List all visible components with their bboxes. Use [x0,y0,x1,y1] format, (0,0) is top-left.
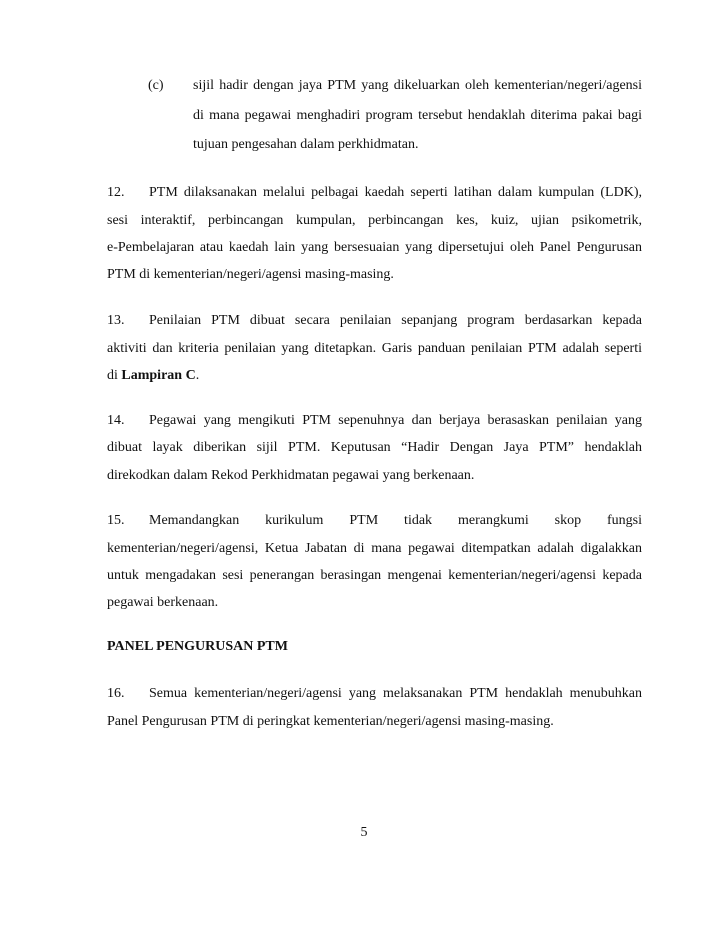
para-13-line-2: aktiviti dan kriteria penilaian yang ditetapkan. Garis panduan penilaian PTM adalah seperti [107,341,642,356]
para-12-number: 12. [107,185,125,200]
para-13-line-3-prefix: di [107,368,122,383]
item-c-label: (c) [148,78,164,93]
para-15-line-1: Memandangkan kurikulum PTM tidak merangkumi skop fungsi [149,513,642,528]
page-number: 5 [360,825,368,840]
lampiran-c-reference: Lampiran C [121,368,196,383]
item-c-line-2: di mana pegawai menghadiri program tersebut hendaklah diterima pakai bagi [193,108,642,123]
para-15-number: 15. [107,513,125,528]
para-15-line-3: untuk mengadakan sesi penerangan berasingan mengenai kementerian/negeri/agensi kepada [107,568,642,583]
para-13-line-3 [107,366,199,386]
para-14-number: 14. [107,413,125,428]
para-15-line-2: kementerian/negeri/agensi, Ketua Jabatan di mana pegawai ditempatkan adalah digalakkan [107,541,642,556]
section-heading: PANEL PENGURUSAN PTM [107,639,288,654]
para-16-line-1: Semua kementerian/negeri/agensi yang melaksanakan PTM hendaklah menubuhkan [149,686,642,701]
para-14-line-1: Pegawai yang mengikuti PTM sepenuhnya dan berjaya berasaskan penilaian yang [149,413,642,428]
para-14-line-3: direkodkan dalam Rekod Perkhidmatan pegawai yang berkenaan. [107,468,475,483]
para-16-number: 16. [107,686,125,701]
item-c-line-3: tujuan pengesahan dalam perkhidmatan. [193,137,419,152]
para-12-line-4: PTM di kementerian/negeri/agensi masing-masing. [107,267,394,282]
item-c-line-1: sijil hadir dengan jaya PTM yang dikeluarkan oleh kementerian/negeri/agensi [193,78,642,93]
para-13-number: 13. [107,313,125,328]
para-12-line-1: PTM dilaksanakan melalui pelbagai kaedah seperti latihan dalam kumpulan (LDK), [149,185,642,200]
para-14-line-2: dibuat layak diberikan sijil PTM. Keputusan “Hadir Dengan Jaya PTM” hendaklah [107,440,642,455]
para-13-line-3-suffix: . [195,368,200,383]
para-13-line-1: Penilaian PTM dibuat secara penilaian sepanjang program berdasarkan kepada [149,313,642,328]
para-16-line-2: Panel Pengurusan PTM di peringkat kementerian/negeri/agensi masing-masing. [107,714,554,729]
para-12-line-2: sesi interaktif, perbincangan kumpulan, perbincangan kes, kuiz, ujian psikometrik, [107,213,642,228]
para-12-line-3: e-Pembelajaran atau kaedah lain yang bersesuaian yang dipersetujui oleh Panel Pengurusan [107,240,642,255]
para-15-line-4: pegawai berkenaan. [107,595,219,610]
